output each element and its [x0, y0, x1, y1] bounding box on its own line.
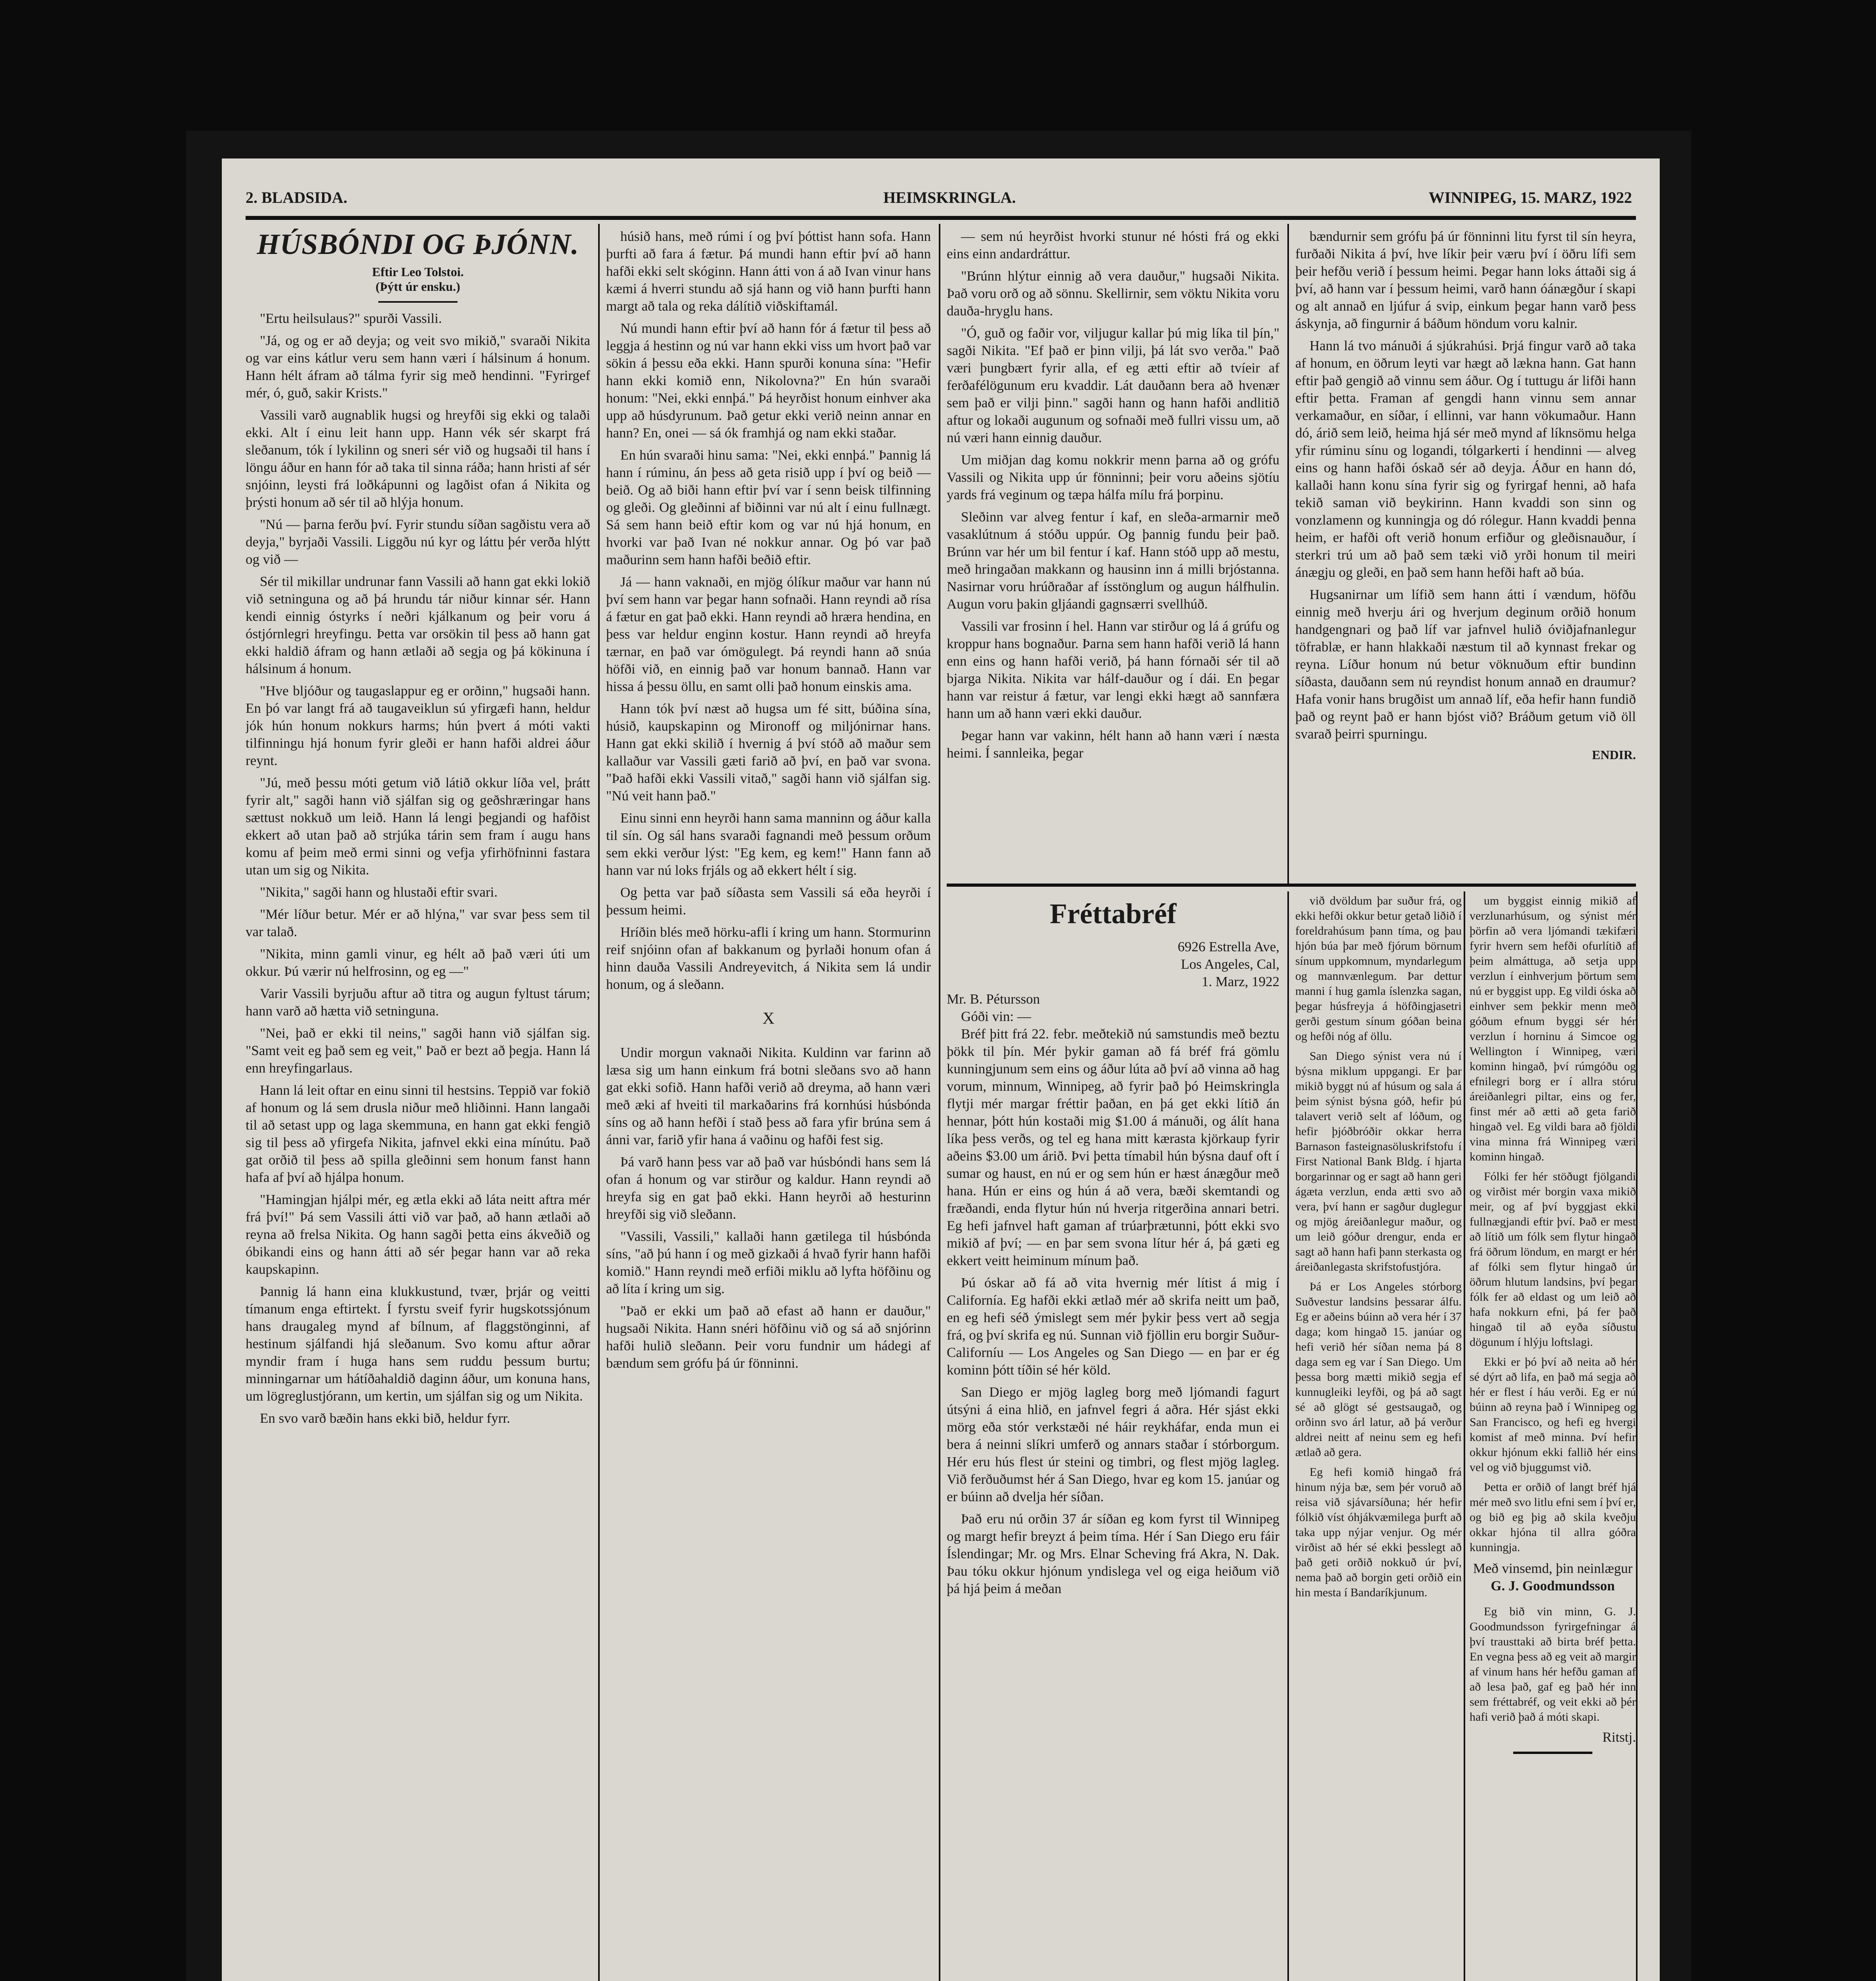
column-divider — [939, 224, 940, 1981]
editor-note: Eg bið vin minn, G. J. Goodmundsson fyrirgefningar á því trausttaki að birta bréf þetta. En vegna þess að eg veit að margir af vinum hans hér hefðu gaman af að lesa það, gaf eg það hér inn sem fréttabréf, og veit ekki að þér hafi verið það á móti skapi. — [1470, 1605, 1636, 1723]
paragraph: bændurnir sem grófu þá úr fönninni litu fyrst til sín heyra, furðaði Nikita á því, hve líkir þeir væru því í öðru lífi sem þeir hefðu verið í þessum heimi. Þegar hann loks áttaði sig á því, að hann var í þessum heimi, varð hann óánægður í skapi og alt annað en ljúfur á svip, einkum þegar hann varð þess áskynja, að fingurnir á báðum höndum voru kalnir. — [1295, 229, 1636, 331]
paragraph: "Mér líður betur. Mér er að hlýna," var svar þess sem til var talað. — [246, 907, 590, 939]
letter-column-b — [1295, 893, 1462, 1981]
letter-signature: G. J. Goodmundsson — [1491, 1578, 1615, 1594]
paragraph: Þannig lá hann eina klukkustund, tvær, þrjár og veitti tímanum enga eftirtekt. Í fyrstu sveif fyrir hugskotssjónum hans draugaleg mynd af bílnum, af flaggstönginni, af hestinum sjálfandi hjá sleðanum. Svo komu aftur aðrar myndir fram í huga hans sem ruddu þessum burtu; minningarnar um hátíðahaldið daginn áður, um konuna hans, um lögreglustjórann, um kertin, um sjálfan sig og um Nikita. — [246, 1284, 590, 1404]
paragraph: "Brúnn hlýtur einnig að vera dauður," hugsaði Nikita. Það voru orð og að sönnu. Skellirnir, sem vöktu Nikita voru dauða-hryglu hans. — [947, 268, 1279, 319]
paragraph: Þá varð hann þess var að það var húsbóndi hans sem lá ofan á honum og var stirður og kaldur. Hann reyndi að hreyfa sig en gat það ekki. Hann heyrði að hesturinn hreyfði sig við sleðann. — [606, 1154, 931, 1222]
paragraph: um byggist einnig mikið af verzlunarhúsum, og sýnist mér þörfin að vera ljómandi tækifæri fyrir hvern sem hefði ofurlítið af þeim almáttuga, að setja upp verzlun í einhverjum þörtum sem nú er byggist upp. Eg vildi óska að einhver sem þekkir menn með góðum efnum byggi sér hér verzlun í horninu á Simcoe og Wellington í Winnipeg, væri kominn hingað, því rúmgóðu og efnilegri borg er í allra stóru áreiðanlegri piltar, eins og fer, finst mér að ætti að geta farið hingað vel. Eg vildi bara að fjöldi vina minna frá Winnipeg væri kominn hingað. — [1470, 894, 1636, 1163]
paragraph: Þegar hann var vakinn, hélt hann að hann væri í næsta heimi. Í sannleika, þegar — [947, 728, 1279, 761]
translation-note: (Þýtt úr ensku.) — [376, 279, 460, 294]
header-rule — [246, 216, 1636, 220]
paragraph: Hann tók því næst að hugsa um fé sitt, búðina sína, húsið, kaupskapinn og Mironoff og miljónirnar hans. Hann gat ekki skilið í hvernig á því stóð að maður sem kallaður var Vassili gæti farið að því, en það var svona. "Það hafði ekki Vassili vitað," sagði hann við sjálfan sig. "Nú veit hann það." — [606, 701, 931, 803]
paragraph: "Það er ekki um það að efast að hann er dauður," hugsaði Nikita. Hann snéri höfðinu við og sá að snjórinn hafði hulið sleðann. Þeir voru fundnir um hádegi af bændum sem grófu þá úr fönninni. — [606, 1303, 931, 1371]
paragraph: Hríðin blés með hörku-afli í kring um hann. Stormurinn reif snjóinn ofan af bakkanum og þyrlaði honum ofan á hinn dauða Vassili Andreyevitch, á Nikita sem lá undir honum, og á sleðann. — [606, 924, 931, 992]
paragraph: Hugsanirnar um lífið sem hann átti í vændum, höfðu einnig með hverju ári og hverjum deginum orðið honum handgengnari og það líf var jafnvel hulið óviðjafnanlegur töfrablæ, er hann hlakkaði næstum til að kynnast frekar og reyna. Líður honum nú betur vöknuðum eftir bundinn síðasta, dauðann sem nú reyndist honum annað en draumur? Hafa vonir hans brugðist um annað líf, eða hefir hann fundið það og reynt það er hann bjóst við? Bráðum getum við öll svarað þeirri spurningu. — [1295, 587, 1636, 742]
paragraph: Þá er Los Angeles stórborg Suðvestur landsins þessarar álfu. Eg er aðeins búinn að vera hér í 37 daga; kom hingað 15. janúar og hefi verið hér síðan nema þá 8 daga sem eg var í San Diego. Um þessa borg mætti mikið segja ef kunnugleiki leyfði, og þá að sagt sé að glögt sé gestsaugað, og orðinn svo árl latur, að þá verður aldrei neitt af neinu sem eg hefi ætlað að gera. — [1295, 1280, 1462, 1459]
paragraph: Varir Vassili byrjuðu aftur að titra og augun fyltust tárum; hann varð að hætta við setninguna. — [246, 986, 590, 1019]
section-break-mark: X — [762, 1010, 775, 1028]
paper-name: HEIMSKRINGLA. — [883, 189, 1016, 206]
column-divider — [1287, 224, 1289, 886]
paragraph: Bréf þitt frá 22. febr. meðtekið nú samstundis með beztu þökk til þín. Mér þykir gaman að fá bréf frá gömlu kunningjunum sem eins og áður lúta að því að vinna að hag vorum, minnum, Winnipeg, að fyrir það þó Heimskringla flytji mér margar fréttir þaðan, en þá get ekki lítið án hennar, þótt hún kostaði mig $1.00 á mánuði, og álít hana líka þess verðs, og tel eg hana mitt kærasta kjörkaup fyrir aðeins $3.00 um árið. Þvi þetta tímabil hún býsna dauf oft í sumar og haust, en nú er og sem hún er hæst ánægður með hana. Hún er eins og hún á að vera, bæði skemtandi og fræðandi, enda flytur hún nú hverja ritgerðina annari betri. Eg hefi jafnvel haft gaman af trúarþrætunni, þótt ekki svo mikið af því; — en þar sem svona lítur hér á, þá gæti eg ekkert veitt heiminum mínum það. — [947, 1026, 1279, 1268]
letter-date: 1. Marz, 1922 — [1201, 974, 1279, 989]
letter-title: Fréttabréf — [1050, 898, 1176, 929]
paragraph: "Hve bljóður og taugaslappur eg er orðinn," hugsaði hann. En þó var langt frá að taugaveiklun sú yfirgæfi hann, heldur jók hún honum nokkurs harms; hún þvert á móti vakti tilfinningu hjá honum fyrir gleði er hann hafði aldrei áður reynt. — [246, 683, 590, 768]
paragraph: En hún svaraði hinu sama: "Nei, ekki ennþá." Þannig lá hann í rúminu, án þess að geta risið upp í því og beið — beið. Og að biði hann eftir því var í senn beisk tilfinning og gleði. Og gleðinni af biðinni var nú alt í einu fullnægt. Sá sem hann beið eftir kom og var nú hjá honum, en hvorki var það Ivan né nokkur annar. Og þó var það maðurinn sem hann hafði beðið eftir. — [606, 447, 931, 567]
paragraph: Hann lá tvo mánuði á sjúkrahúsi. Þrjá fingur varð að taka af honum, en öðrum leyti var hægt að lækna hann. Gat hann eftir það gengið að vinnu sem áður. Og í tuttugu ár lifði hann eftir þetta. Framan af gengdi hann vinnu sem annar verkamaður, en síðar, í ellinni, var hann vökumaður. Hann dó, árið sem leið, heima hjá sér með mynd af líknsömu helga yfir rúminu sínu og logandi, tólgarkerti í hendinni — alveg eins og hann hafði óskað sér að deyja. Áður en hann dó, kallaði hann konu sína fyrir sig og fyrirgaf henni, að hafa tekið saman við beykirinn. Hann kvaddi son sinn og vonzlamenn og kunningja og dó rólegur. Hann kvaddi þenna heim, er hafði oft verið honum erfiður og gleðisnauður, í sterkri trú um að það sem tæki við yrði honum til meiri ánægju og gleði, en það sem hann hefði haft að búa. — [1295, 338, 1636, 580]
paragraph: húsið hans, með rúmi í og því þóttist hann sofa. Hann þurfti að fara á fætur. Þá mundi hann eftir því að hann hafði ekki selt skóginn. Hann átti von á að Ivan vinur hans kæmi á hverri stundu að sjá hann og við hann þurfti hann margt að tala og reka dálítið viðskiftamál. — [606, 229, 931, 314]
paragraph: "Nei, það er ekki til neins," sagði hann við sjálfan sig. "Samt veit eg það sem eg veit," Það er bezt að þegja. Hann lá enn hreyfingarlaus. — [246, 1025, 590, 1076]
letter-text-col-a — [947, 1025, 1279, 1597]
paragraph: "Já, og og er að deyja; og veit svo mikið," svaraði Nikita og var eins kátlur veru sem hann væri í hálsinum á honum. Hann hélt áfram að tálma fyrir sig með hendinni. "Fyrirgef mér, ó, guð, sakir Krists." — [246, 333, 590, 401]
paragraph: Eg hefi komið hingað frá hinum nýja bæ, sem þér voruð að reisa við sjávarsíðuna; hér hefir fólkið víst óhjákvæmilega þurft að taka upp nýjar venjur. Og mér virðist að hér sé ekki þesslegt að það geti orðið nokkuð úr því, nema það að borgin geti orðið ein hin mesta í Bandaríkjunum. — [1295, 1466, 1462, 1599]
letter-recipient: Mr. B. Pétursson — [947, 991, 1040, 1007]
paragraph: "Nú — þarna ferðu því. Fyrir stundu síðan sagðistu vera að deyja," byrjaði Vassili. Liggðu nú kyr og láttu þér verða hlýtt og við — — [246, 517, 590, 567]
paragraph: Vassili varð augnablik hugsi og hreyfði sig ekki og talaði ekki. Alt í einu leit hann upp. Hann vék sér skarpt frá sleðanum, tók í lykilinn og sneri sér við og hugsaði til hans í löngu áður en hann fór að taka til sinna ráða; hann hristi af sér snjóinn, leysti frá loðkápunni og lagðist ofan á Nikita og þrýsti honum að sér til að hlýja honum. — [246, 407, 590, 510]
paragraph: San Diego er mjög lagleg borg með ljómandi fagurt útsýni á eina hlið, en jafnvel fegri á aðra. Hér sjást ekki mörg eða stór verkstæði né háir reykháfar, enda mun ei bera á neinni slíkri umferð og annars staðar í stórborgum. Hér eru hús flest úr steini og timbri, og flest mjög lagleg. Við ferðuðumst hér á San Diego, hvar eg kom 15. janúar og er búinn að dvelja hér síðan. — [947, 1384, 1279, 1504]
paragraph: Nú mundi hann eftir því að hann fór á fætur til þess að leggja á hestinn og nú var hann ekki viss um hvort það var sökin á þessu eða ekki. Hann spurði konuna sína: "Hefir hann ekki komið enn, Nikolovna?" En hún svaraði honum: "Nei, ekki ennþá." Þá heyrðist honum einhver aka upp að húsdyrunum. Það getur ekki verið neinn annar en hann? En, onei — sá ók framhjá og nam ekki staðar. — [606, 321, 931, 441]
paragraph: Ekki er þó því að neita að hér sé dýrt að lifa, en það má segja að hér er flest í háu verði. Eg er nú búinn að reyna það í Winnipeg og San Francisco, og hefi eg hvergi komist af með minna. Því hefir okkur hjónum ekki fallið hér eins vel og við bjuggumst við. — [1470, 1355, 1636, 1474]
column-divider — [598, 224, 600, 1981]
story-column-2 — [606, 228, 931, 1981]
paragraph: "Nikita," sagði hann og hlustaði eftir svari. — [260, 884, 498, 900]
story-headline: HÚSBÓNDI OG ÞJÓNN. — [257, 228, 579, 261]
paragraph: Já — hann vaknaði, en mjög ólíkur maður var hann nú því sem hann var þegar hann sofnaði. Hann reyndi að rísa á fætur en gat það ekki. Hann reyndi að hræra hendina, en þess var heldur enginn kostur. Hann reyndi að hreyfa tærnar, en það var ómögulegt. Þá reyndi hann að snúa höfði við, en einnig það var honum bannað. Hann var hissa á þessu öllu, en samt olli það honum einskis ama. — [606, 574, 931, 694]
story-column-1 — [246, 228, 590, 1981]
letter-address-line: Los Angeles, Cal, — [1181, 956, 1279, 972]
paragraph: Sleðinn var alveg fentur í kaf, en sleða-armarnir með vasaklútnum á stóðu uppúr. Og þannig fundu þeir það. Brúnn var hér um bil fentur í kaf. Hann stóð upp að mestu, með hringaðan makkann og hausinn inn á milli brjóstanna. Nasirnar voru hrúðraðar af ísstönglum og augun hálfhulin. Augun voru þakin gljáandi gagnsærri svellhúð. — [947, 509, 1279, 612]
column-divider — [1636, 891, 1638, 1981]
paragraph: "Jú, með þessu móti getum við látið okkur líða vel, þrátt fyrir alt," sagði hann við sjálfan sig og geðshræringar hans sættust nokkuð um leið. Hann lá lengi þegjandi og hafðist ekkert að utan það að strjúka tárin sem fram í augu hans komu af þeim með ermi sinni og vefja yfirhöfninni fastara utan um sig og Nikita. — [246, 775, 590, 878]
paragraph: "Ó, guð og faðir vor, viljugur kallar þú mig líka til þín," sagði Nikita. "Ef það er þinn vilji, þá lát svo verða." Það væri þungbært fyrir alla, ef eg ætti eftir að tvíeir af ferðafélögunum eru kvaddir. Lát dauðann bera að hvenær sem það er vilji þinn." sagði hann og hann hafði andlitið aftur og lokaði augunum og sofnaði með fullri vissu um, að nú væri hann einnig dauður. — [947, 325, 1279, 445]
letter-text-col-b — [1295, 893, 1462, 1600]
paragraph: "Ertu heilsulaus?" spurði Vassili. — [260, 311, 442, 326]
paragraph: Þú óskar að fá að vita hvernig mér lítist á mig í Californía. Eg hafði ekki ætlað mér að skrifa neitt um það, en eg hefi séð ýmislegt sem mér þykir þess vert að segja frá, og því skrifa eg nú. Sunnan við fjöllin eru borgir Suður-Californíu — Los Angeles og San Diego — en þar er ég kominn þótt tíðin sé hér köld. — [947, 1275, 1279, 1378]
paragraph: Fólki fer hér stöðugt fjölgandi og virðist mér borgin vaxa mikið meir, og af því byggjast ekki fullnægjandi eftir því. Það er mest að lítið um fólk sem flytur hingað frá öðrum löndum, en margt er hér af fólki sem flytur hingað úr öðrum hlutum landsins, því þegar fólk fer að eldast og um leið að hafa nokkurn efni, þá fer það hingað til að eyða síðustu dögunum í hlýju loftslagi. — [1470, 1170, 1636, 1349]
paragraph: Og þetta var það síðasta sem Vassili sá eða heyrði í þessum heimi. — [606, 885, 931, 918]
newspaper-page — [222, 158, 1660, 1981]
story-byline: Eftir Leo Tolstoi. — [372, 265, 464, 279]
letter-column-c — [1470, 893, 1636, 1981]
dateline: WINNIPEG, 15. MARZ, 1922 — [1428, 189, 1632, 206]
paragraph: "Vassili, Vassili," kallaði hann gætilega til húsbónda síns, "að þú hann í og með gizkaði á hvað fyrir hann hafði komið." Hann reyndi með erfiði miklu að lyfta höfðinu og að líta í kring um sig. — [606, 1229, 931, 1296]
editor-signature: Ritstj. — [1602, 1729, 1636, 1745]
letter-text-col-c — [1470, 893, 1636, 1754]
page-label: 2. BLADSIDA. — [246, 189, 347, 206]
letter-column-a — [947, 893, 1279, 1981]
paragraph: San Diego sýnist vera nú í býsna miklum uppgangi. Er þar mikið byggt nú af húsum og sala á þeim sýnist býsna góð, hefir þú talavert verið selt af lóðum, og hefir þjóðbróðir okkar herra Barnason fasteignasöluskrifstofu í First National Bank Bldg. í hjarta borgarinnar og er sagt að hann geri ágæta verzlun, enda ætti svo að vera, því hann er sagður duglegur og mjög áreiðanlegur maður, og um leið góður drengur, enda er sagt að hann hafi þann sterkasta og áreiðanlegasta skrifstofustjóra. — [1295, 1050, 1462, 1273]
masthead — [246, 188, 1632, 212]
paragraph: Einu sinni enn heyrði hann sama manninn og áður kalla til sín. Og sál hans svaraði fagnandi með þessum orðum sem ekki verður lýst: "Eg kem, eg kem!" Hann fann að hann var nú loks frjáls og að ekkert hélt í sig. — [606, 810, 931, 878]
paragraph: "Hamingjan hjálpi mér, eg ætla ekki að láta neitt aftra mér frá því!" Þá sem Vassili átti við var það, að hann ætlaði að reyna að frelsa Nikita. Og hann sagði þetta eins ákveðið og óbikandi eins og hann átti að sér þegar hann var að reka kaupskapinn. — [246, 1192, 590, 1277]
letter-salutation: Góði vin: — — [961, 1009, 1031, 1024]
story-end-mark: ENDIR. — [1592, 748, 1636, 762]
story-text-col1 — [246, 310, 590, 1427]
section-rule — [947, 884, 1636, 887]
paragraph: Um miðjan dag komu nokkrir menn þarna að og grófu Vassili og Nikita upp úr fönninni; þeir voru aðeins sjötíu yards frá veginum og tæpa hálfa mílu frá þorpinu. — [947, 452, 1279, 502]
paragraph: Hann lá leit oftar en einu sinni til hestsins. Teppið var fokið af honum og lá sem drusla niður með hliðinni. Hann langaði til að setast upp og laga skemmuna, en hann gat ekki fengið sig til þess að yfirgefa Nikita, jafnvel ekki eina mínútu. Það gat orðið til þess að spilla gleðinni sem honum fanst hann hafa af því að hjálpa honum. — [246, 1082, 590, 1185]
letter-address-line: 6926 Estrella Ave, — [1178, 939, 1279, 954]
story-column-4 — [1295, 228, 1636, 878]
column-divider — [1287, 891, 1289, 1981]
story-text-col3 — [947, 228, 1279, 762]
paragraph: — sem nú heyrðist hvorki stunur né hósti frá og ekki eins einn andardráttur. — [947, 229, 1279, 261]
column-divider — [1464, 891, 1465, 1981]
paragraph: Sér til mikillar undrunar fann Vassili að hann gat ekki lokið við setninguna og að þá hrundu tár niður kinnar sér. Hann kendi einnig óstyrks í neðri kjálkanum og þeir voru á óstjórnlegri hreyfingu. Þetta var orsökin til þess að hann gat ekki haldið áfram og hann ætlaði að segja og þá kökinuna í hálsinum á honum. — [246, 574, 590, 676]
paragraph: "Nikita, minn gamli vinur, eg hélt að það væri úti um okkur. Þú værir nú helfrosinn, og eg —" — [246, 946, 590, 979]
letter-signoff: Með vinsemd, þin neinlægur — [1473, 1561, 1633, 1576]
story-text-col4 — [1295, 228, 1636, 743]
paragraph: Það eru nú orðin 37 ár síðan eg kom fyrst til Winnipeg og margt hefir breyzt á þeim tíma. Hér í San Diego eru fáir Íslendingar; Mr. og Mrs. Elnar Scheving frá Akra, N. Dak. Þau tóku okkur hjónum yndislega vel og eiga heiðum við þá hjá þeim á meðan — [947, 1511, 1279, 1596]
paragraph: Vassili var frosinn í hel. Hann var stirður og lá á grúfu og kroppur hans bognaður. Þarna sem hann hafði verið lá hann enn eins og hann hafði verið, þá hann fórnaði sér til að bjarga Nikita. Nikita var hálf-dauður og í dái. En þegar hann var reistur á fætur, var lengi ekki hægt að sannfæra hann um að hann væri ekki dauður. — [947, 618, 1279, 721]
closing-rule — [1513, 1752, 1592, 1754]
paragraph: Þetta er orðið of langt bréf hjá mér með svo litlu efni sem í því er, og bið eg þig að skila kveðju okkar hjóna til allra góðra kunningja. — [1470, 1481, 1636, 1554]
story-text-col2 — [606, 228, 931, 1372]
story-column-3 — [947, 228, 1279, 878]
paragraph: við dvöldum þar suður frá, og ekki hefði okkur betur getað liðið í foreldrahúsum þann tíma, og þau hjón búa þar með fjórum börnum sínum uppkomnum, myndarlegum og mannvænlegum. Þar dettur manni í hug gamla íslenzka sagan, þegar húsfreyja á höfðingjasetri gerði gestum sínum góðan beina og hefði nóg af öllu. — [1295, 894, 1462, 1043]
byline-rule — [378, 301, 458, 303]
paragraph: Undir morgun vaknaði Nikita. Kuldinn var farinn að læsa sig um hann einkum frá botni sleðans svo að hann gat ekki sofið. Hann hafði verið að dreyma, að hann væri með æki af hveiti til markaðarins frá kornhúsi húsbónda síns og að hann hefði í stað þess að fara yfir brúna sem á ánni var, farið yfir hana á vaðinu og hafði fest sig. — [606, 1045, 931, 1147]
paragraph: En svo varð bæðin hans ekki bið, heldur fyrr. — [260, 1410, 510, 1426]
